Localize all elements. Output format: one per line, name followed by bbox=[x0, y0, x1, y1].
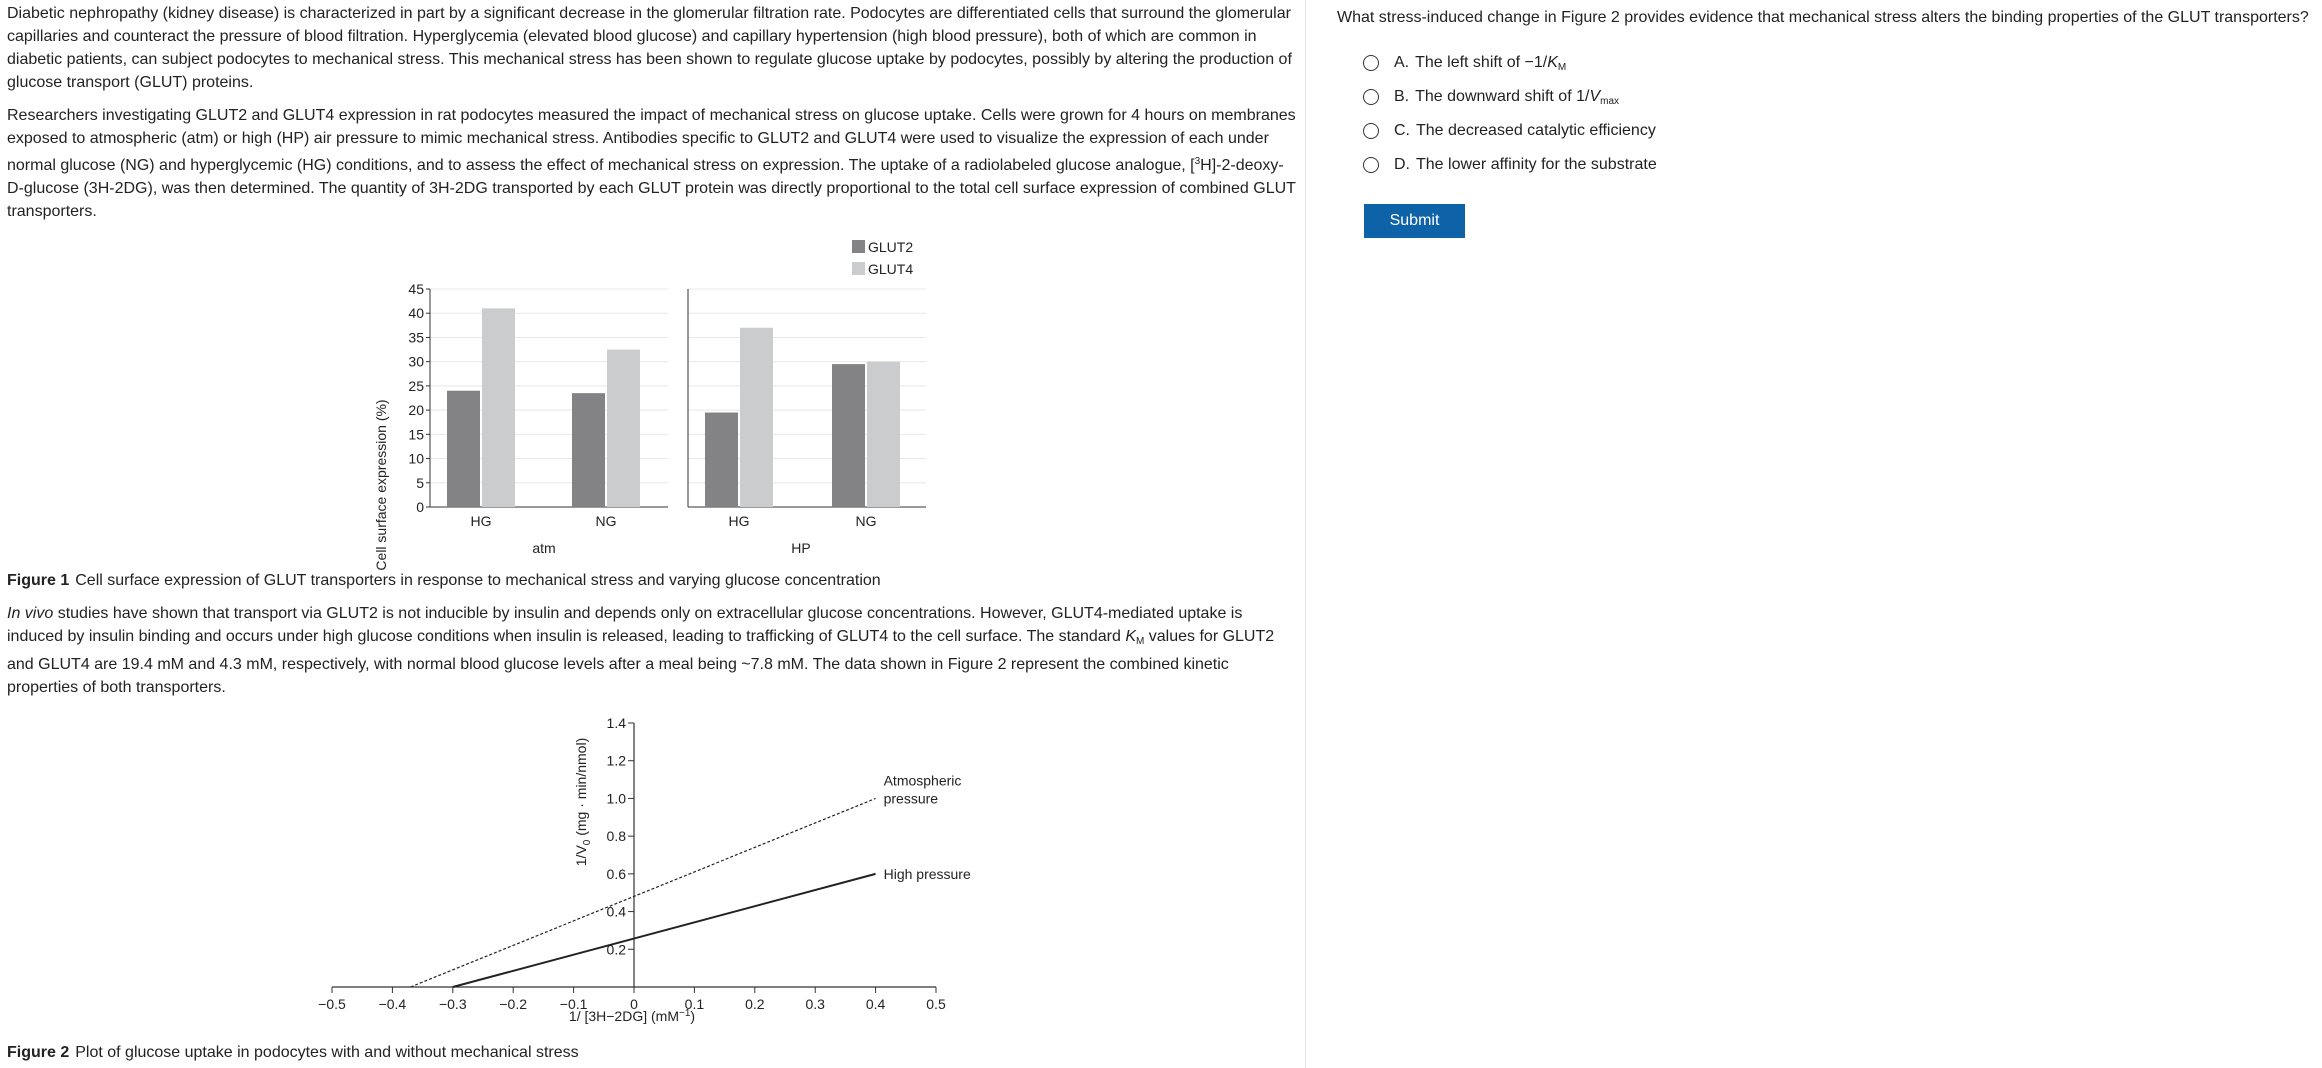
group-label: atm bbox=[532, 540, 556, 556]
figure-2-y-axis-label: $1/V_0$ (mg · min/nmol) bbox=[573, 737, 593, 867]
passage-paragraph-1: Diabetic nephropathy (kidney disease) is characterized in part by a significant decrease in the glomerular filtration rate. Podocytes are differentiated cells that surround the glomerular capillaries and counteract the pressure of blood filtration. Hyperglycemia (elevated blood glucose) and capillary hypertension (high blood pressure), both of which are common in diabetic patients, can subject podocytes to mechanical stress. This mechanical stress has been shown to regulate glucose uptake by podocytes, possibly by altering the production of glucose transport (GLUT) proteins. bbox=[7, 5, 1292, 91]
y-tick-label: 30 bbox=[408, 353, 424, 370]
category-label: HG bbox=[728, 513, 750, 529]
y-tick-label: 1.2 bbox=[606, 752, 626, 769]
passage-paragraph-3: In vivo studies have shown that transport via GLUT2 is not inducible by insulin and depends only on extracellular glucose concentrations. However, GLUT4-mediated uptake is induced by insulin binding and occurs under high glucose conditions when insulin is released, leading to trafficking of GLUT4 to the cell surface. The standard $K_M$ values for GLUT2 and GLUT4 are 19.4 mM and 4.3 mM, respectively, with normal blood glucose levels after a meal being ~7.8 mM. The data shown in Figure 2 represent the combined kinetic properties of both transporters. bbox=[7, 605, 1275, 696]
choice-d-radio[interactable] bbox=[1363, 157, 1379, 173]
y-tick-label: 10 bbox=[408, 450, 424, 467]
y-tick-label: 1.4 bbox=[606, 715, 626, 731]
question-pane bbox=[1307, 0, 2322, 1068]
legend-swatch-glut2 bbox=[852, 240, 865, 253]
y-tick-label: 1.0 bbox=[606, 790, 626, 807]
passage-paragraph-2: Researchers investigating GLUT2 and GLUT4 expression in rat podocytes measured the impact of mechanical stress on glucose uptake. Cells were grown for 4 hours on membranes exposed to atmospheric (atm) or high (HP) air pressure to mimic mechanical stress. Antibodies specific to GLUT2 and GLUT4 were used to visualize the expression of each under normal glucose (NG) and hyperglycemic (HG) conditions, and to assess the effect of mechanical stress on expression. The uptake of a radiolabeled glucose analogue, [$^3$H]-2-deoxy-D-glucose (3H-2DG), was then determined. The quantity of 3H-2DG transported by each GLUT protein was directly proportional to the total cell surface expression of combined GLUT transporters. bbox=[7, 107, 1296, 220]
x-tick-label: −0.2 bbox=[499, 996, 528, 1012]
bar-glut2-hp-hg bbox=[705, 413, 738, 507]
x-tick-label: 0 bbox=[630, 996, 638, 1012]
y-tick-label: 0.2 bbox=[606, 941, 626, 958]
figure-1-caption: Figure 1 Cell surface expression of GLUT transporters in response to mechanical stress and varying glucose concentration bbox=[7, 572, 881, 589]
legend-label: GLUT2 bbox=[868, 239, 914, 255]
choice-d-label: The lower affinity for the substrate bbox=[1416, 156, 1657, 173]
series-label-atmospheric-pressure: pressure bbox=[883, 790, 939, 807]
legend-swatch-glut4 bbox=[852, 262, 865, 275]
choice-d[interactable]: D. The lower affinity for the substrate bbox=[1363, 153, 1657, 177]
x-tick-label: 0.2 bbox=[745, 996, 765, 1012]
choice-a-radio[interactable] bbox=[1363, 55, 1379, 71]
group-label: HP bbox=[791, 540, 811, 556]
bar-glut4-hp-hg bbox=[740, 328, 773, 507]
bar-glut4-hp-ng bbox=[867, 362, 900, 507]
y-tick-label: 25 bbox=[408, 377, 424, 394]
x-tick-label: 0.3 bbox=[805, 996, 825, 1012]
y-tick-label: 0.8 bbox=[606, 828, 626, 845]
figure-2-caption: Figure 2 Plot of glucose uptake in podocytes with and without mechanical stress bbox=[7, 1044, 579, 1061]
choice-c-label: The decreased catalytic efficiency bbox=[1416, 122, 1656, 139]
question-stem: What stress-induced change in Figure 2 provides evidence that mechanical stress alters the binding properties of the GLUT transporters? bbox=[1337, 9, 2309, 26]
category-label: NG bbox=[595, 513, 617, 529]
bar-glut4-atm-ng bbox=[607, 350, 640, 507]
choice-a-label: The left shift of $-1/K_M$ bbox=[1415, 53, 1567, 73]
x-tick-label: −0.1 bbox=[559, 996, 588, 1012]
submit-button[interactable]: Submit bbox=[1364, 204, 1465, 238]
x-tick-label: 0.4 bbox=[865, 996, 886, 1012]
choice-c-radio[interactable] bbox=[1363, 123, 1379, 139]
choice-b[interactable]: B. The downward shift of $1/V_{max}$ bbox=[1363, 85, 1619, 109]
y-tick-label: 0.6 bbox=[606, 865, 626, 882]
legend-label: GLUT4 bbox=[868, 261, 914, 277]
category-label: HG bbox=[470, 513, 492, 529]
choice-b-label: The downward shift of $1/V_{max}$ bbox=[1415, 87, 1620, 107]
y-tick-label: 0.4 bbox=[606, 903, 626, 920]
y-tick-label: 15 bbox=[408, 426, 424, 443]
bar-glut2-atm-hg bbox=[447, 391, 480, 507]
y-tick-label: 40 bbox=[408, 305, 424, 322]
line-high-pressure bbox=[453, 874, 876, 987]
y-tick-label: 45 bbox=[408, 281, 424, 297]
category-label: NG bbox=[855, 513, 877, 529]
figure-2-line-chart bbox=[0, 700, 1000, 1040]
x-tick-label: 0.1 bbox=[684, 996, 705, 1012]
y-tick-label: 5 bbox=[416, 474, 424, 491]
choice-c[interactable]: C. The decreased catalytic efficiency bbox=[1363, 119, 1656, 143]
y-tick-label: 20 bbox=[408, 402, 424, 419]
series-label-atmospheric-pressure: Atmospheric bbox=[883, 772, 962, 789]
x-tick-label: 0.5 bbox=[926, 996, 946, 1012]
x-tick-label: −0.3 bbox=[438, 996, 467, 1012]
y-tick-label: 0 bbox=[416, 499, 424, 515]
figure-1-y-axis-label: Cell surface expression (%) bbox=[373, 399, 389, 571]
figure-2-x-axis-label: 1/ [3H−2DG] $(mM^{-1})$ bbox=[568, 1008, 696, 1024]
y-tick-label: 35 bbox=[408, 329, 424, 346]
series-label-high-pressure: High pressure bbox=[883, 865, 971, 882]
choice-b-radio[interactable] bbox=[1363, 89, 1379, 105]
x-tick-label: −0.5 bbox=[318, 996, 346, 1012]
figure-1-bar-chart bbox=[0, 232, 1000, 571]
bar-glut4-atm-hg bbox=[482, 308, 515, 507]
choice-a[interactable]: A. The left shift of $-1/K_M$ bbox=[1363, 51, 1566, 75]
bar-glut2-atm-ng bbox=[572, 393, 605, 507]
x-tick-label: −0.4 bbox=[378, 996, 407, 1012]
bar-glut2-hp-ng bbox=[832, 364, 865, 507]
